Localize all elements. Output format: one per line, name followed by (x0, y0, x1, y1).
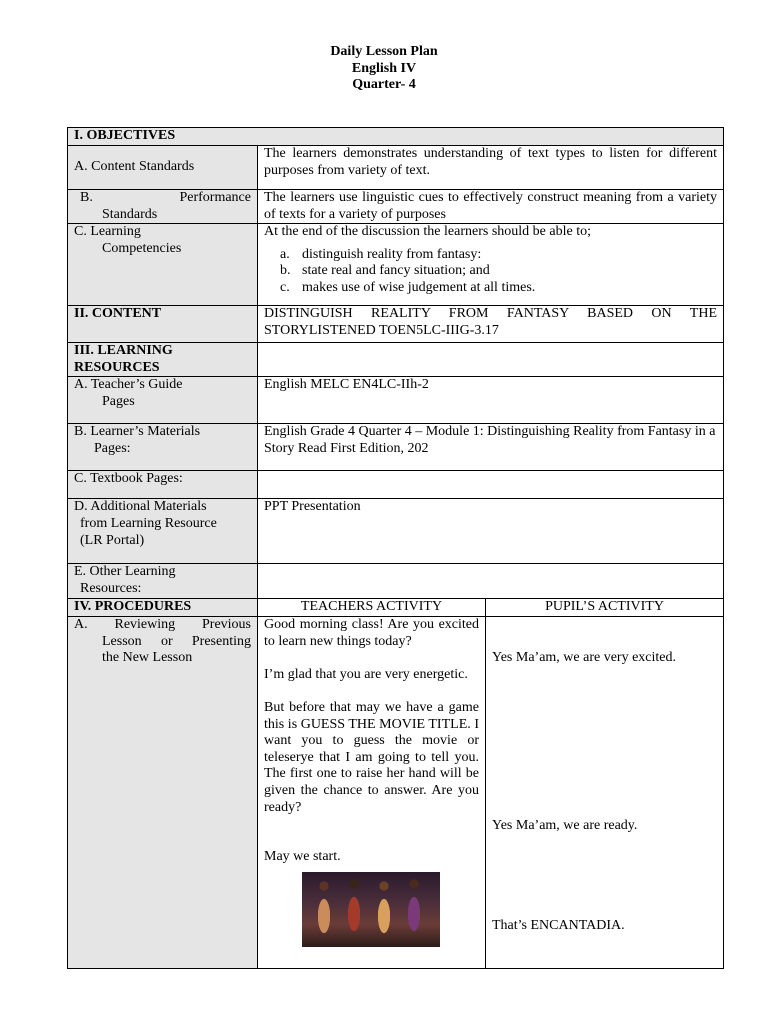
lc-label-1: C. Learning (74, 224, 141, 240)
other-resources-label (68, 564, 258, 599)
content-row (68, 306, 724, 343)
tg-label-1: A. Teacher’s Guide (74, 377, 183, 393)
movie-still-image (302, 872, 440, 947)
reviewing-lesson-label (68, 616, 258, 968)
other-resources-value (258, 564, 724, 599)
learners-materials-label (68, 424, 258, 471)
other-resources-row (68, 564, 724, 599)
list-item: c. makes use of wise judgement at all times. (280, 279, 536, 295)
resources-heading (68, 343, 258, 377)
review-label-1: A. Reviewing Previous (74, 616, 251, 632)
document-header (0, 44, 768, 94)
learners-materials-row (68, 424, 724, 471)
am-label-2: from Learning Resource (80, 515, 217, 531)
performance-word: Performance (179, 190, 251, 205)
lc-intro: At the end of the discussion the learners should be able to; (264, 224, 591, 240)
am-label-3: (LR Portal) (80, 532, 145, 548)
header-subject: English IV (351, 60, 417, 76)
olr-label-2: Resources: (80, 580, 142, 596)
learners-materials-value: English Grade 4 Quarter 4 – Module 1: Distinguishing Reality from Fantasy in a Story Read First Edition, 202 (258, 424, 724, 471)
content-text (258, 306, 724, 343)
teacher-activity-header: TEACHERS ACTIVITY (258, 599, 486, 617)
teacher-start: May we start. (264, 849, 341, 865)
learning-competencies-text (258, 224, 724, 306)
textbook-row (68, 471, 724, 499)
performance-letter: B. (80, 190, 93, 205)
pupil-activity-header: PUPIL’S ACTIVITY (486, 599, 724, 617)
content-standards-row (68, 146, 724, 190)
performance-standards-text: The learners use linguistic cues to effectively construct meaning from a variety of texts for a variety of purposes (258, 190, 724, 224)
textbook-value (258, 471, 724, 499)
lm-label-2: Pages: (94, 440, 131, 456)
content-heading: II. CONTENT (68, 306, 258, 343)
textbook-label: C. Textbook Pages: (68, 471, 258, 499)
content-standards-label: A. Content Standards (68, 146, 258, 190)
resources-heading-2: RESOURCES (74, 359, 160, 375)
header-title: Daily Lesson Plan (330, 44, 438, 59)
learning-competencies-row (68, 224, 724, 306)
performance-standards-row (68, 190, 724, 224)
content-line-1: DISTINGUISH REALITY FROM FANTASY BASED ON THE (264, 306, 718, 322)
list-item: b. state real and fancy situation; and (280, 263, 490, 279)
teachers-guide-label (68, 377, 258, 424)
list-item: a. distinguish reality from fantasy: (280, 246, 482, 262)
pupil-response-1: Yes Ma’am, we are very excited. (492, 649, 677, 665)
additional-materials-row (68, 499, 724, 564)
am-label-1: D. Additional Materials (74, 499, 207, 515)
additional-materials-value: PPT Presentation (258, 499, 724, 564)
performance-word-2: Standards (102, 206, 158, 222)
lc-label-2: Competencies (102, 240, 182, 256)
tg-label-2: Pages (102, 393, 135, 409)
teacher-greeting: Good morning class! Are you excited to learn new things today? (264, 616, 479, 649)
review-label-2: Lesson or Presenting (102, 633, 251, 649)
teachers-guide-value: English MELC EN4LC-IIh-2 (258, 377, 724, 424)
review-label-3: the New Lesson (102, 650, 193, 666)
teacher-praise: I’m glad that you are very energetic. (264, 666, 468, 682)
resources-header-empty (258, 343, 724, 377)
objectives-header-row (68, 128, 724, 146)
additional-materials-label (68, 499, 258, 564)
performance-standards-label (68, 190, 258, 224)
procedures-header-row (68, 599, 724, 617)
teachers-guide-row (68, 377, 724, 424)
header-quarter: Quarter- 4 (352, 77, 416, 93)
lm-label-1: B. Learner’s Materials (74, 424, 201, 440)
reviewing-lesson-row (68, 616, 724, 968)
objectives-heading: I. OBJECTIVES (68, 128, 724, 146)
resources-heading-1: III. LEARNING (74, 343, 173, 359)
olr-label-1: E. Other Learning (74, 564, 176, 580)
lesson-plan-table (67, 127, 724, 969)
content-line-2: STORYLISTENED TOEN5LC-IIIG-3.17 (264, 322, 499, 338)
resources-header-row (68, 343, 724, 377)
teacher-game-intro: But before that may we have a game this is GUESS THE MOVIE TITLE. I want you to guess the movie or teleserye that I am going to tell you. The first one to raise her hand will be given the chance to answer. Are you ready? (264, 699, 479, 815)
procedures-heading: IV. PROCEDURES (68, 599, 258, 617)
content-standards-text: The learners demonstrates understanding of text types to listen for different purposes from variety of text. (258, 146, 724, 190)
lc-list (264, 247, 717, 297)
pupil-response-3: That’s ENCANTADIA. (492, 918, 625, 934)
pupil-activity-cell (486, 616, 724, 968)
pupil-response-2: Yes Ma’am, we are ready. (492, 817, 638, 833)
teacher-activity-cell (258, 616, 486, 968)
learning-competencies-label (68, 224, 258, 306)
